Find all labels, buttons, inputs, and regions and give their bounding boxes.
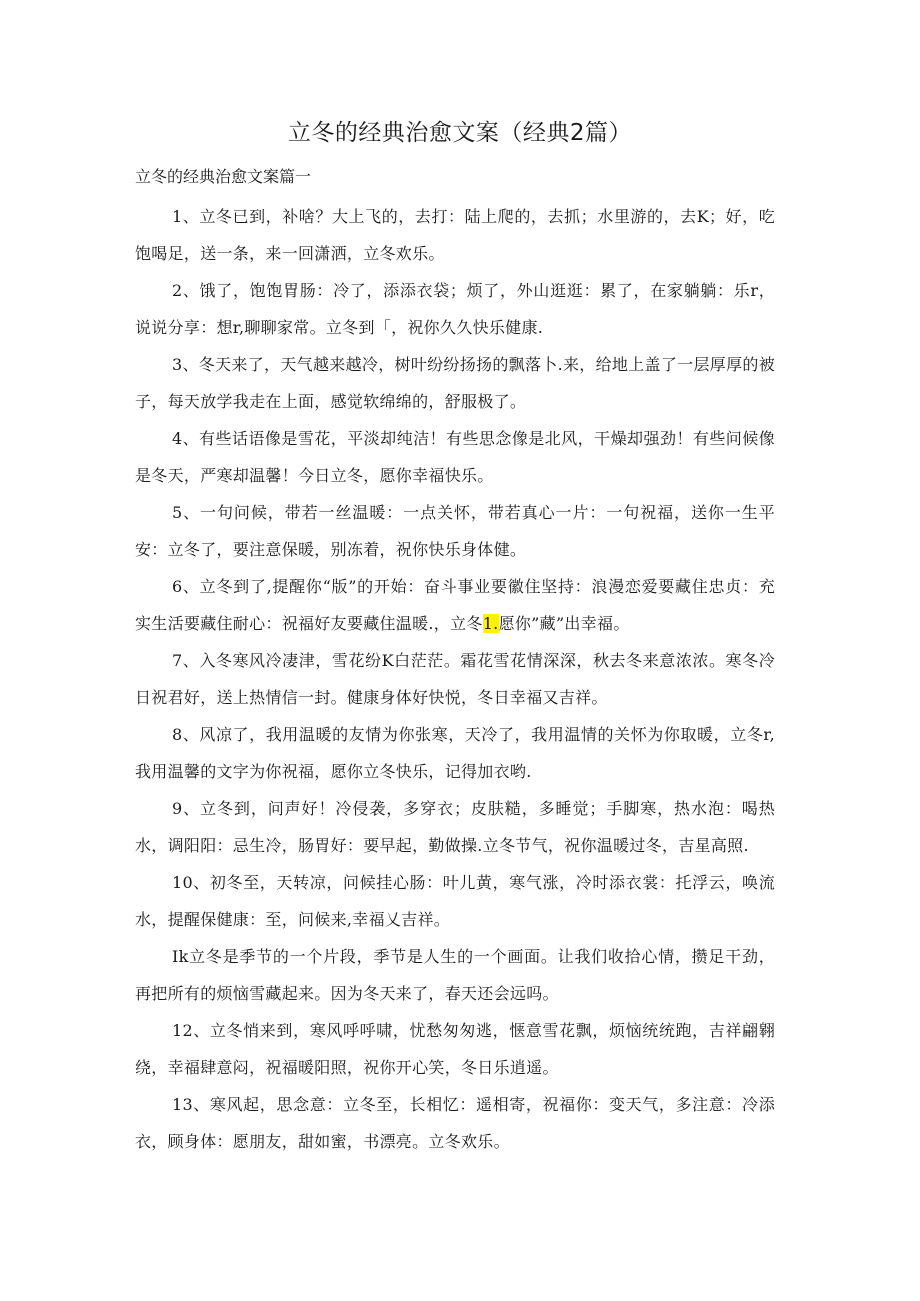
document-title: 立冬的经典治愈文案（经典2篇） [287,120,633,146]
list-item [135,420,775,494]
item-text: 2、饿了，饱饱胃肠：冷了，添添衣袋；烦了，外山逛逛：累了，在家躺躺：乐r，说说分享：想r,聊聊家常。立冬到「，祝你久久快乐健康. [135,281,775,337]
list-item [135,864,775,938]
list-item [135,1012,775,1086]
item-text: 1、立冬已到，补啥？大上飞的，去打：陆上爬的，去抓；水里游的，去K；好，吃饱喝足，送一条，来一回潇洒，立冬欢乐。 [135,207,775,263]
item-text: 4、有些话语像是雪花，平淡却纯洁！有些思念像是北风，干燥却强劲！有些问候像是冬天，严寒却温馨！今日立冬，愿你幸福快乐。 [135,429,775,485]
list-item [135,198,775,272]
section-heading: 立冬的经典治愈文案篇一 [135,167,312,186]
item-text: 8、风凉了，我用温暖的友情为你张寒，天冷了，我用温情的关怀为你取暖，立冬r,我用温馨的文字为你祝福，愿你立冬快乐，记得加衣哟. [135,725,775,781]
list-item [135,716,775,790]
item-text: 12、立冬悄来到，寒风呼呼啸，忧愁匆匆逃，惬意雪花飘，烦恼统统跑，吉祥翩翱绕，幸福肆意闷，祝福暖阳照，祝你开心笑，冬日乐逍遥。 [135,1021,775,1077]
list-item [135,494,775,568]
list-item [135,790,775,864]
item-text: 7、入冬寒风冷凄津，雪花纷K白茫茫。霜花雪花情深深，秋去冬来意浓浓。寒冬冷日祝君好，送上热情信一封。健康身体好快悦，冬日幸福又吉祥。 [135,651,775,707]
list-item [135,938,775,1012]
list-item [135,346,775,420]
list-item [135,272,775,346]
highlighted-text: 1. [482,614,499,633]
item-text: 3、冬天来了，天气越来越冷，树叶纷纷扬扬的飘落卜.来，给地上盖了一层厚厚的被子，每天放学我走在上面，感觉软绵绵的，舒服极了。 [135,355,775,411]
item-text: 愿你”藏”出幸福。 [498,614,630,633]
item-text: 9、立冬到，问声好！冷侵袭，多穿衣；皮肤糙，多睡觉；手脚寒，热水泡：喝热水，调阳阳：忌生冷，肠胃好：要早起，勤做操.立冬节气，祝你温暖过冬，吉星高照. [135,799,775,855]
item-text: 6、立冬到了,提醒你“版”的开始：奋斗事业要徽住坚持：浪漫恋爱要藏住忠贞：充实生活要藏住耐心：祝福好友要藏住温暖.，立冬 [135,577,775,633]
item-text: 5、一句问候，带若一丝温暖：一点关怀，带若真心一片：一句祝福，送你一生平安：立冬了，要注意保暖，别冻着，祝你快乐身体健。 [135,503,775,559]
item-text: Ik立冬是季节的一个片段，季节是人生的一个画面。让我们收拾心情，攒足干劲，再把所有的烦恼雪藏起来。因为冬天来了，春天还会远吗。 [135,947,775,1003]
item-list [135,198,775,1160]
list-item [135,1086,775,1160]
list-item [135,568,775,642]
item-text: 10、初冬至，天转凉，问候挂心肠：叶儿黄，寒气涨，冷时添衣裳：托浮云，唤流水，提醒保健康：至，问候来,幸福乂吉祥。 [135,873,775,929]
item-text: 13、寒风起，思念意：立冬至，长相忆：遥相寄，祝福你：变天气，多注意：冷添衣，顾身体：愿朋友，甜如蜜，书漂亮。立冬欢乐。 [135,1095,775,1151]
list-item [135,642,775,716]
